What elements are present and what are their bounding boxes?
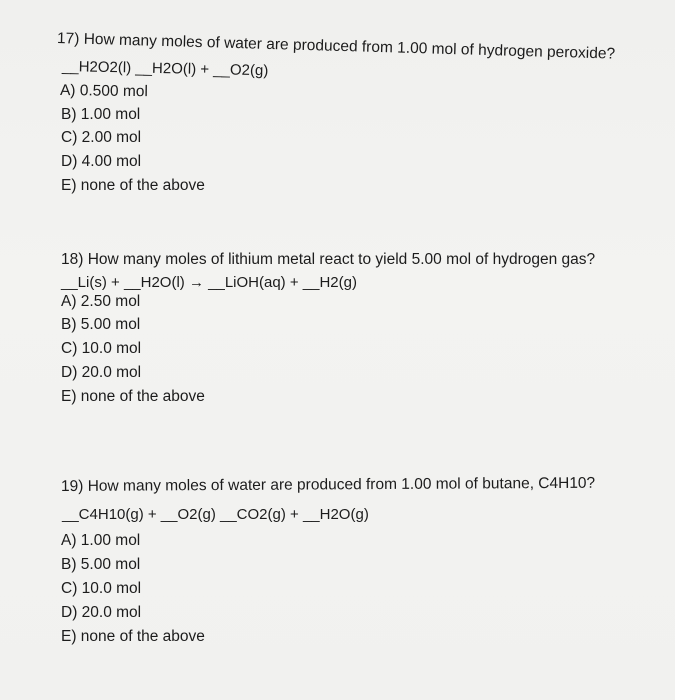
question-equation: __Li(s) + __H2O(l) → __LiOH(aq) + __H2(g) — [61, 274, 357, 291]
question-prompt: 19) How many moles of water are produced from 1.00 mol of butane, C4H10? — [60, 474, 596, 495]
option-c: C) 10.0 mol — [61, 580, 142, 597]
option-d: D) 20.0 mol — [61, 604, 142, 621]
option-a: A) 1.00 mol — [61, 532, 141, 549]
option-e: E) none of the above — [61, 177, 205, 194]
option-e: E) none of the above — [61, 628, 205, 645]
option-d: D) 4.00 mol — [61, 153, 142, 170]
option-c: C) 10.0 mol — [61, 340, 142, 357]
question-prompt: 17) How many moles of water are produced from 1.00 mol of hydrogen peroxide? — [56, 30, 616, 63]
option-b: B) 5.00 mol — [61, 556, 141, 573]
question-prompt: 18) How many moles of lithium metal react to yield 5.00 mol of hydrogen gas? — [61, 251, 596, 268]
option-b: B) 5.00 mol — [61, 316, 141, 333]
option-c: C) 2.00 mol — [61, 129, 142, 146]
option-d: D) 20.0 mol — [61, 364, 142, 381]
option-e: E) none of the above — [61, 388, 205, 405]
question-equation: __C4H10(g) + __O2(g) __CO2(g) + __H2O(g) — [62, 506, 369, 523]
option-a: A) 0.500 mol — [59, 82, 149, 101]
option-b: B) 1.00 mol — [61, 106, 141, 123]
option-a: A) 2.50 mol — [61, 293, 141, 310]
question-equation: __H2O2(l) __H2O(l) + __O2(g) — [61, 58, 269, 80]
